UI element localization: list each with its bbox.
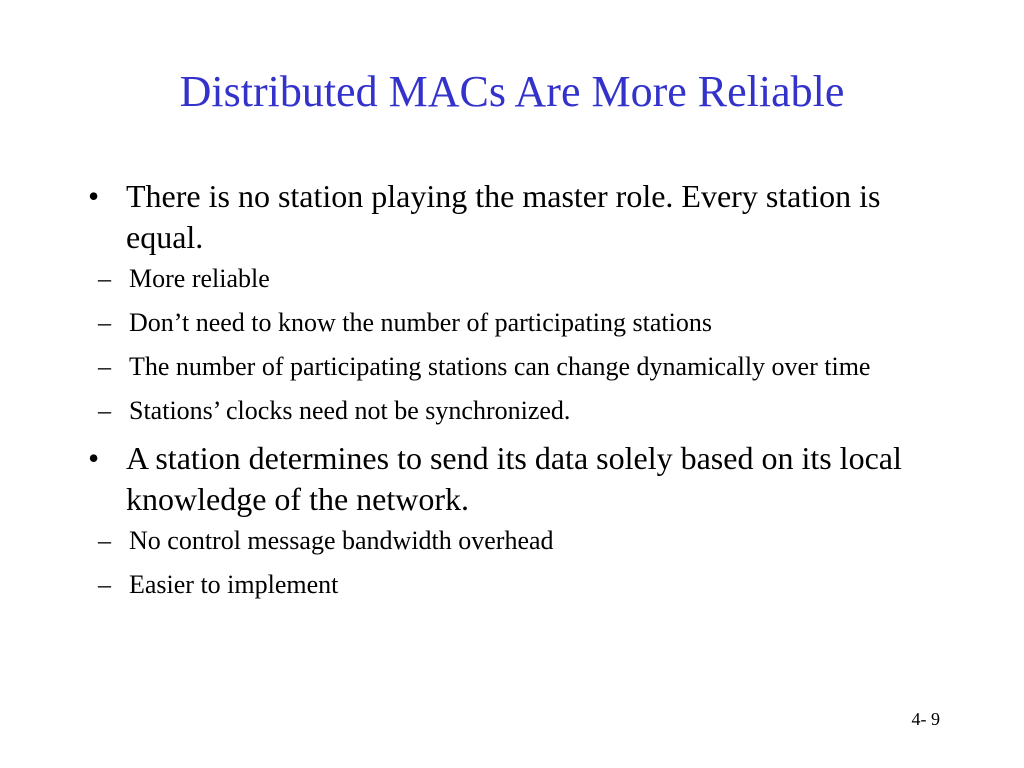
slide-title: Distributed MACs Are More Reliable [179,67,845,116]
sub-bullet-text: Stations’ clocks need not be synchronized. [129,396,571,425]
sub-bullet-item [42,306,964,339]
sub-bullet-marker: – [98,570,111,599]
slide-number: 4- 9 [911,709,940,729]
sub-bullet-marker: – [98,396,111,425]
sub-bullet-text: The number of participating stations can change dynamically over time [129,352,871,381]
sub-bullet-item [42,524,964,557]
bullet-item [84,176,964,258]
sub-bullet-item [42,350,964,383]
sub-bullet-list [84,262,964,427]
bullet-item [84,438,964,520]
sub-bullet-text: Don’t need to know the number of participating stations [129,308,712,337]
sub-bullet-item [42,394,964,427]
bullet-text: There is no station playing the master role. Every station is equal. [126,178,881,255]
sub-bullet-list [84,524,964,601]
sub-bullet-item [42,262,964,295]
sub-bullet-item [42,568,964,601]
bullet-marker: • [88,440,100,476]
sub-bullet-text: More reliable [129,264,270,293]
sub-bullet-marker: – [98,526,111,555]
bullet-list [84,176,964,612]
sub-bullet-marker: – [98,264,111,293]
sub-bullet-marker: – [98,352,111,381]
bullet-text: A station determines to send its data solely based on its local knowledge of the network. [126,440,902,517]
sub-bullet-text: No control message bandwidth overhead [129,526,554,555]
sub-bullet-marker: – [98,308,111,337]
bullet-marker: • [88,178,100,214]
sub-bullet-text: Easier to implement [129,570,339,599]
